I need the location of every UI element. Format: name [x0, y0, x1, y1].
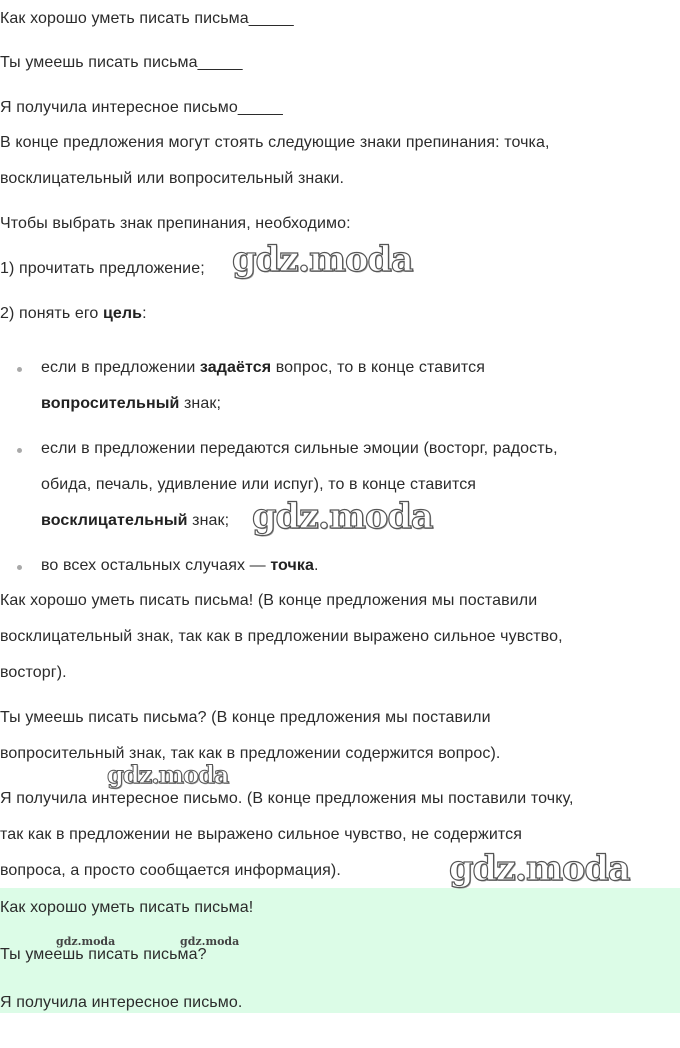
bullet-dot-2	[17, 448, 22, 453]
explain-3-line-1: Я получила интересное письмо. (В конце предложения мы поставили точку,	[0, 790, 574, 807]
answer-sentence-2: Ты умеешь писать письма?	[0, 946, 207, 963]
bullet-2-line-2: обида, печаль, удивление или испуг), то в конце ставится	[41, 476, 477, 493]
rule-intro-line-2: восклицательный или вопросительный знаки.	[0, 170, 345, 187]
watermark-logo-6: gdz.moda	[180, 935, 240, 948]
bullet-2-text: знак;	[187, 512, 230, 529]
bullet-2-bold: восклицательный	[41, 512, 188, 529]
explain-3-line-3: вопроса, а просто сообщается информация).	[0, 862, 341, 879]
bullet-2-line-1: если в предложении передаются сильные эмоции (восторг, радость,	[41, 440, 558, 457]
rule-step-1: 1) прочитать предложение;	[0, 260, 205, 277]
bullet-1-text-b: вопрос, то в конце ставится	[271, 359, 485, 376]
bullet-3-text-a: во всех остальных случаях —	[41, 557, 271, 574]
explain-2-line-2: вопросительный знак, так как в предложении содержится вопрос).	[0, 745, 501, 762]
rule-step-2	[0, 304, 147, 324]
bullet-3-bold: точка	[270, 557, 315, 574]
watermark-logo-4: gdz.moda	[449, 848, 630, 889]
bullet-3-line-1	[41, 556, 319, 576]
bullet-1-bold-a: задаётся	[199, 359, 272, 376]
bullet-3-text-b: .	[314, 557, 319, 574]
rule-choose-text: Чтобы выбрать знак препинания, необходимо:	[0, 215, 351, 232]
rule-step-2-bold: цель	[102, 305, 143, 322]
explain-1-line-2: восклицательный знак, так как в предложении выражено сильное чувство,	[0, 628, 563, 645]
rule-step-2-text: 2) понять его	[0, 305, 103, 322]
task-sentence-2: Ты умеешь писать письма_____	[0, 54, 243, 71]
watermark-logo-1: gdz.moda	[232, 239, 413, 280]
explain-1-line-1: Как хорошо уметь писать письма! (В конце предложения мы поставили	[0, 592, 538, 609]
watermark-logo-3: gdz.moda	[107, 760, 229, 789]
answer-sentence-3: Я получила интересное письмо.	[0, 994, 243, 1011]
bullet-2-line-3	[41, 511, 229, 531]
bullet-dot-1	[17, 367, 22, 372]
bullet-1-line-2	[41, 394, 221, 414]
rule-step-2-colon: :	[142, 305, 147, 322]
task-sentence-3: Я получила интересное письмо_____	[0, 99, 283, 116]
task-sentence-1: Как хорошо уметь писать письма_____	[0, 10, 294, 27]
bullet-1-text-a: если в предложении	[41, 359, 200, 376]
explain-2-line-1: Ты умеешь писать письма? (В конце предложения мы поставили	[0, 709, 491, 726]
bullet-1-bold-b: вопросительный	[41, 395, 180, 412]
bullet-1-line-1	[41, 358, 485, 378]
explain-1-line-3: восторг).	[0, 664, 67, 681]
bullet-1-text-c: знак;	[179, 395, 221, 412]
bullet-dot-3	[17, 565, 22, 570]
answer-sentence-1: Как хорошо уметь писать письма!	[0, 899, 254, 916]
watermark-logo-5: gdz.moda	[56, 935, 116, 948]
rule-intro-line-1: В конце предложения могут стоять следующие знаки препинания: точка,	[0, 134, 550, 151]
explain-3-line-2: так как в предложении не выражено сильное чувство, не содержится	[0, 826, 523, 843]
watermark-logo-2: gdz.moda	[252, 496, 433, 537]
